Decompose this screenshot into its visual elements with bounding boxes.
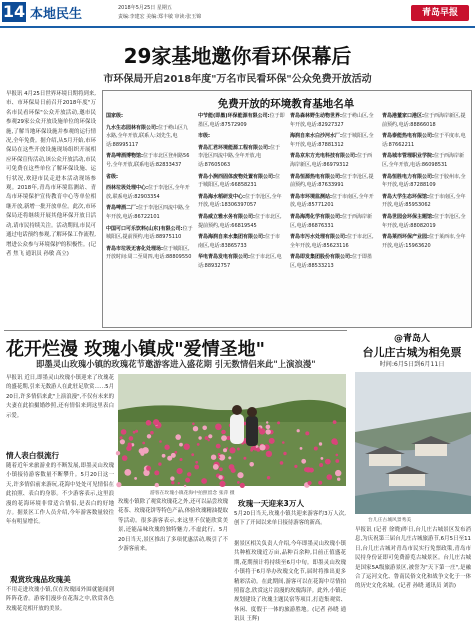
base-name: 青岛海湾化学有限公司: xyxy=(290,213,343,220)
article3-title: 台儿庄古城为相免票 xyxy=(362,346,462,359)
base-detail: 位于即墨区,电话:87572909 xyxy=(198,113,285,128)
base-detail: 位于市南区,电话:83865733 xyxy=(198,234,281,249)
base-name: 青岛市环境监测站: xyxy=(290,193,333,200)
divider xyxy=(4,330,347,331)
base-name: 省级: xyxy=(106,173,118,180)
base-list-entry xyxy=(290,132,377,149)
base-name: 青岛港董家口港区: xyxy=(382,113,425,119)
page-header xyxy=(0,0,475,28)
article2-col3-body: 据景区相关负责人介绍,今年即墨灵山玫瑰小镇共种植玫瑰近万亩,品种百余种,目前正值盛花期,花期预计将持续至6月中旬。即墨灵山玫瑰小镇将于6月举办玫瑰文化节,届时将推出更多精彩活动。在此期间,游客可以在花海中尽情拍照留念,欣赏这片浪漫的玫瑰海洋。此外,小镇还规划建设了玫瑰主题民宿等项目,打造集观赏、休闲、度假于一体的旅游胜地。(记者 孙晓 通讯员 王辉) xyxy=(234,541,346,623)
base-list-entry xyxy=(106,184,193,201)
base-list-entry xyxy=(382,233,467,250)
base-list-entry xyxy=(290,233,377,250)
base-list-entry xyxy=(106,225,193,242)
base-name: 九水生态园林有限公司: xyxy=(106,124,159,131)
base-detail: 位于崂山区九水路,全年开放,联系人:刘先生,电话:88995117 xyxy=(106,124,189,148)
base-name: 青岛莱西环保产业园: xyxy=(382,234,430,241)
article1-subtitle: 市环保局开启2018年度"万名市民看环保"公众免费开放活动 xyxy=(103,74,372,85)
rose-field-photo xyxy=(118,374,346,486)
base-name: 青岛汇君环境能源工程有限公司: xyxy=(198,144,271,151)
base-detail: 位于市北区,提前预约,电话:66819545 xyxy=(198,213,282,229)
base-list-title: 免费开放的环境教育基地名单 xyxy=(217,98,355,110)
newspaper-logo: 青岛早报 xyxy=(411,5,469,21)
article2-intro: 早报讯 近日,即墨灵山玫瑰小镇迎来了玫瑰花的盛花期,引来无数游人在此驻足欣赏……5月20日,许多情侣来此"上演浪漫",不仅有未来的夫妻在此拍摄婚纱照,还有情侣来到这里表白示爱。 xyxy=(6,375,114,419)
base-detail: 位于城阳区,电话:66858231 xyxy=(198,173,281,189)
base-list-entry xyxy=(290,112,377,129)
base-list-entry xyxy=(198,213,285,230)
base-list-entry xyxy=(198,173,285,190)
base-list-entry xyxy=(198,144,285,170)
photo-caption: 台儿庄古城风景秀美 xyxy=(368,518,412,523)
article3-body: 早报讯 (记者 徐晓)昨日,台儿庄古城景区发布消息,为庆祝第三届台儿庄古城旅游节,6月5日至11日,台儿庄古城对青岛市民实行免票政策,青岛市民持身份证即可免费游览古城景区。台儿庄古城是国家5A级旅游景区,被誉为"天下第一庄",是融合了运河文化、鲁南民俗文化和战争文化于一体的历史文化名城。(记者 孙晓 通讯员 刘浩) xyxy=(355,527,471,590)
base-detail: 位于崂山区,全年开放,电话:82927327 xyxy=(290,113,374,128)
base-name: 海润自来水白沙河水厂: xyxy=(290,133,343,140)
base-name: 青岛小涧西固体废物处置有限公司: xyxy=(198,173,276,180)
section-heading: 观赏玫瑰品玫瑰美 xyxy=(10,575,71,584)
base-name: 西林垃圾处理中心: xyxy=(106,185,149,192)
base-list-entry xyxy=(382,193,467,210)
base-name: 青岛恒胜电力有限公司: xyxy=(382,173,435,180)
editor-line: 责编:李建宏 美编:郑丰敏 审读:张玉锦 xyxy=(118,14,202,20)
base-name: 华电青岛发电有限公司: xyxy=(198,254,251,261)
base-detail: 位于西海岸新区,提前预约,电话:88866018 xyxy=(382,113,466,128)
base-detail: 位于平度市,电话:87662211 xyxy=(382,133,466,148)
article2-sec3-body: 5月20日当天,玫瑰小镇共迎来游客约3万人次,创下了开园以来单日接待游客的新高。 xyxy=(234,511,346,527)
base-detail: 位于西海岸新区,电话:86979312 xyxy=(290,153,373,168)
article2-sec1-body: 随着近年来旅游业的不断发展,即墨灵山玫瑰小镇接待游客数量不断攀升。5月20日这一天,许多情侣前来游玩,花海中处处可见情侣在此拍照、表白的身影。不少游客表示,这里浪漫的花海环境非常适合情侣,是表白的好地方。据景区工作人员介绍,今年游客数量较往年有明显增长。 xyxy=(6,463,114,526)
section-name: 本地民生 xyxy=(30,7,83,22)
base-list-entry xyxy=(382,213,467,230)
base-name: 青岛城市管理职业学院: xyxy=(382,153,435,160)
base-name: 青岛市污水处理有限公司: xyxy=(290,234,348,241)
base-name: 青岛即发集团股份有限公司: xyxy=(290,254,353,261)
base-detail: 位于城阳区,全年开放,电话:87881312 xyxy=(290,133,374,148)
base-detail: 位于李沧区,全年开放,联系电话:82903354 xyxy=(106,185,190,200)
article3-dates: 时间:6月5日到6月11日 xyxy=(379,361,445,368)
base-list-entry xyxy=(382,112,467,129)
base-detail: 位于李沧区,全年开放,电话:18306397057 xyxy=(198,193,282,209)
base-list-entry xyxy=(106,245,193,262)
base-name: 市级: xyxy=(198,133,210,140)
article2-subtitle: 即墨灵山玫瑰小镇的玫瑰花节邀游客进入盛花期 引无数情侣来此"上演浪漫" xyxy=(36,359,316,369)
base-list-entry xyxy=(106,152,193,169)
base-name: 青岛恒源热电有限公司: xyxy=(290,173,343,180)
base-list-col-2 xyxy=(198,112,285,324)
base-name: 中国可口可乐饮料(山东)有限公司: xyxy=(106,225,183,232)
base-name: 青岛海润自来水集团有限公司: xyxy=(198,234,266,241)
base-list-entry xyxy=(106,124,193,150)
base-detail: 位于莱西市,全年开放,电话:15963620 xyxy=(382,234,466,249)
base-name: 青岛世园会环保主题馆: xyxy=(382,213,435,220)
section-heading: 玫瑰一天迎来3万人 xyxy=(238,499,305,508)
base-list-entry xyxy=(382,132,467,149)
base-name: 青岛啤酒博物馆: xyxy=(106,153,144,160)
article2-title: 花开烂漫 玫瑰小镇成"爱情圣地" xyxy=(6,339,266,360)
base-detail: 位于市南区,全年开放,电话:85953062 xyxy=(382,193,466,209)
base-list-entry xyxy=(290,152,377,169)
page-number: 14 xyxy=(2,2,26,21)
ancient-town-photo xyxy=(355,372,471,514)
base-detail: 位于胶州市,全年开放,电话:87288109 xyxy=(382,173,466,189)
base-list-col-1 xyxy=(106,112,193,324)
article2-sec2-body: 不用走进玫瑰小镇,仅在玫瑰园外围就能闻到阵阵花香。游客们漫步在花海之中,欣赏各色玫瑰花竞相开放的美景。 xyxy=(6,587,114,612)
base-detail: 位于城阳区,提前预约,电话:88975110 xyxy=(106,225,193,241)
base-list-entry xyxy=(198,193,285,210)
base-list-entry xyxy=(290,213,377,230)
base-detail: 位于西海岸新区,全年开放,电话:86098531 xyxy=(382,153,465,168)
base-list-entry xyxy=(290,173,377,190)
base-list-entry xyxy=(106,173,193,182)
photo-caption: 游客在玫瑰小镇花海中拍照留念 张萍 摄 xyxy=(150,491,235,496)
base-name: 青岛威立雅水务有限公司: xyxy=(198,213,256,220)
base-list-entry xyxy=(290,253,377,270)
base-list-entry xyxy=(198,253,285,270)
base-detail: 位于市北区,电话:88932757 xyxy=(198,254,282,269)
base-name: 青岛京东方光电科技有限公司: xyxy=(290,153,358,160)
base-name: 青岛海水稻研发中心: xyxy=(198,193,246,200)
base-detail: 位于李沧区,提前预约,电话:87633991 xyxy=(290,173,374,189)
base-detail: 位于李沧区四流中路,全年开放,电话:87605063 xyxy=(198,144,281,168)
section-heading: 情人表白很流行 xyxy=(6,451,60,460)
article3-title-top: @青岛人 xyxy=(393,334,430,344)
base-name: 青岛大学生态环保馆: xyxy=(382,193,430,200)
base-list-entry xyxy=(198,233,285,250)
base-detail: 位于李沧区四流中路,全年开放,电话:86722101 xyxy=(106,205,190,220)
base-detail: 位于市南区,全年开放,电话:85771201 xyxy=(290,193,374,209)
base-list-entry xyxy=(198,112,285,129)
base-list-entry xyxy=(106,112,193,121)
article1-title: 29家基地邀你看环保幕后 xyxy=(123,44,352,68)
issue-date: 2018年5月25日 星期五 xyxy=(118,5,172,11)
article1-body: 早报讯 4月25日世界环境日期将到来,市、市环保局日前召开2018年度"万名市民看环保"公众开放活动,邀市民参观29家公众开放设施单位的环保设施,了解当地环保设施并参观的运行情况,全年免费。据介绍,从5月开始,市环保局在这些开放设施现场组织开展相应环保宣传活动,该公众开放活动,市民可免费在这些单位了解环保设施、运行状况,欢迎市民走进本活动现场参观。2018年,青岛市环境监测站、青岛市环境保护宣传教育中心等单位相继开放,新增一批开放单位。此次,市环保局还将继续开展其他环保开放日活动,请市民持续关注。活动期间,市民可通过电话预约参观,了解环保工作流程,增进公众参与环境保护的积极性。(记者 焦飞 通讯员 孙敏 高立) xyxy=(6,91,96,257)
base-name: 青岛啤酒二厂: xyxy=(106,205,139,212)
base-name: 中节能(即墨)环保能源有限公司: xyxy=(198,113,270,119)
base-list-col-3 xyxy=(290,112,377,324)
base-list-entry xyxy=(290,193,377,210)
base-detail: 位于市北区,全年开放,电话:85623116 xyxy=(290,234,374,249)
base-list-entry xyxy=(198,132,285,141)
base-list-entry xyxy=(382,152,467,169)
base-detail: 位于即墨区,电话:88533213 xyxy=(290,254,373,269)
base-name: 青岛市垃圾无害化处理场: xyxy=(106,245,164,252)
base-detail: 位于西海岸新区,电话:86876331 xyxy=(290,213,373,229)
base-detail: 位于城阳区,开放时间:周二至周四,电话:88809550 xyxy=(106,245,192,261)
base-list-entry xyxy=(382,173,467,190)
base-name: 青岛森林野生动物世界: xyxy=(290,113,343,119)
base-list-col-4 xyxy=(382,112,467,324)
base-list-entry xyxy=(106,204,193,221)
base-detail: 位于市北区登州路56号,全年开放,联系电话:82833437 xyxy=(106,153,190,168)
article2-col2-body: 玫瑰小镇除了观赏玫瑰花之外,还可以品尝玫瑰花茶、玫瑰花饼等特色产品,体验玫瑰精油提取等活动。很多游客表示,来这里不仅能欣赏美景,还能品味玫瑰的独特魅力,不虚此行。5月20日当天,景区推出了多项优惠活动,吸引了不少游客前来。 xyxy=(118,499,228,553)
base-name: 青岛泰能热电有限公司: xyxy=(382,133,435,140)
base-name: 国家级: xyxy=(106,113,123,119)
base-detail: 位于李沧区,全年开放,电话:88082019 xyxy=(382,213,466,229)
